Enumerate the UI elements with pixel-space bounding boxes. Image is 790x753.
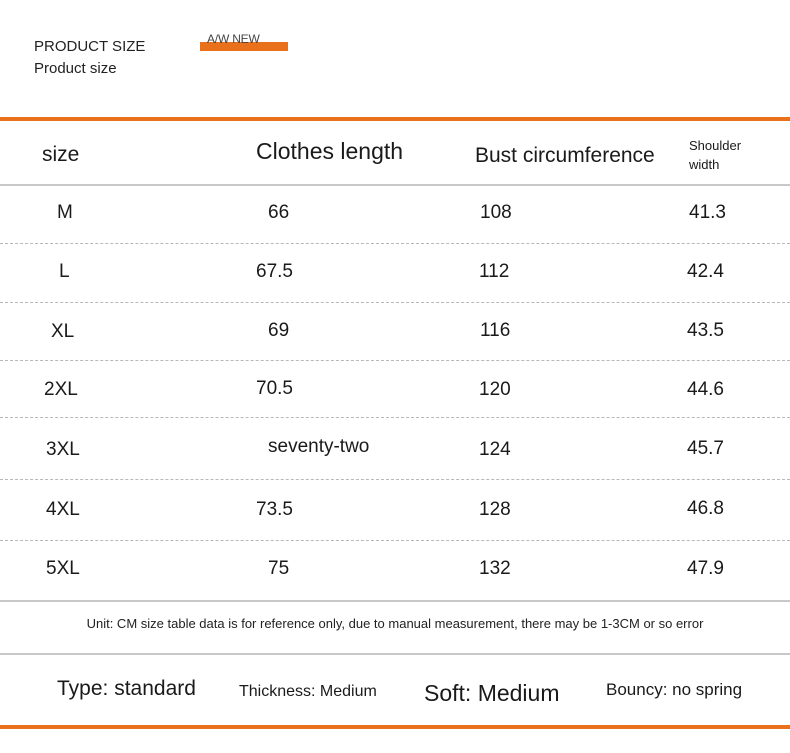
row-divider (0, 540, 790, 541)
measurement-note: Unit: CM size table data is for reference only, due to manual measurement, there may be 1-3CM or so error (86, 616, 704, 631)
cell-shoulder: 45.7 (687, 438, 724, 459)
cell-length: 73.5 (256, 499, 293, 520)
header-divider (0, 184, 790, 186)
cell-length: seventy-two (268, 436, 370, 457)
column-header-bust: Bust circumference (475, 144, 655, 167)
cell-length: 69 (268, 320, 290, 341)
attribute-bouncy: Bouncy: no spring (606, 680, 743, 699)
cell-size: 3XL (46, 439, 80, 460)
new-badge: A/W NEW (207, 32, 260, 46)
cell-bust: 120 (479, 379, 511, 400)
row-divider (0, 360, 790, 361)
attribute-thickness: Thickness: Medium (239, 683, 377, 700)
cell-shoulder: 41.3 (689, 202, 726, 223)
cell-length: 67.5 (256, 261, 293, 282)
cell-size: M (57, 202, 73, 223)
row-divider (0, 243, 790, 244)
cell-shoulder: 42.4 (687, 261, 724, 282)
cell-shoulder: 46.8 (687, 498, 724, 519)
cell-bust: 116 (480, 320, 511, 341)
cell-size: L (59, 261, 70, 282)
product-size-title: PRODUCT SIZE (34, 38, 146, 55)
cell-bust: 124 (479, 439, 511, 460)
bottom-accent-rule (0, 725, 790, 729)
cell-size: XL (51, 321, 75, 342)
cell-bust: 132 (479, 558, 511, 579)
cell-size: 2XL (44, 379, 78, 400)
cell-bust: 128 (479, 499, 511, 520)
row-divider (0, 302, 790, 303)
row-divider (0, 417, 790, 418)
cell-size: 5XL (46, 558, 80, 579)
cell-shoulder: 43.5 (687, 320, 724, 341)
cell-length: 70.5 (256, 378, 293, 399)
column-header-shoulder: Shoulder width (689, 138, 742, 172)
attribute-type: Type: standard (57, 677, 196, 700)
product-size-subtitle: Product size (34, 60, 117, 77)
table-bottom-divider (0, 600, 790, 602)
cell-length: 75 (268, 558, 290, 579)
cell-bust: 112 (479, 261, 510, 282)
cell-size: 4XL (46, 499, 80, 520)
row-divider (0, 479, 790, 480)
cell-shoulder: 44.6 (687, 379, 724, 400)
note-divider (0, 653, 790, 655)
cell-length: 66 (268, 202, 290, 223)
cell-bust: 108 (480, 202, 512, 223)
column-header-size: size (42, 143, 80, 166)
column-header-clothes-length: Clothes length (256, 138, 404, 164)
cell-shoulder: 47.9 (687, 558, 724, 579)
attribute-soft: Soft: Medium (424, 680, 560, 706)
top-accent-rule (0, 117, 790, 121)
